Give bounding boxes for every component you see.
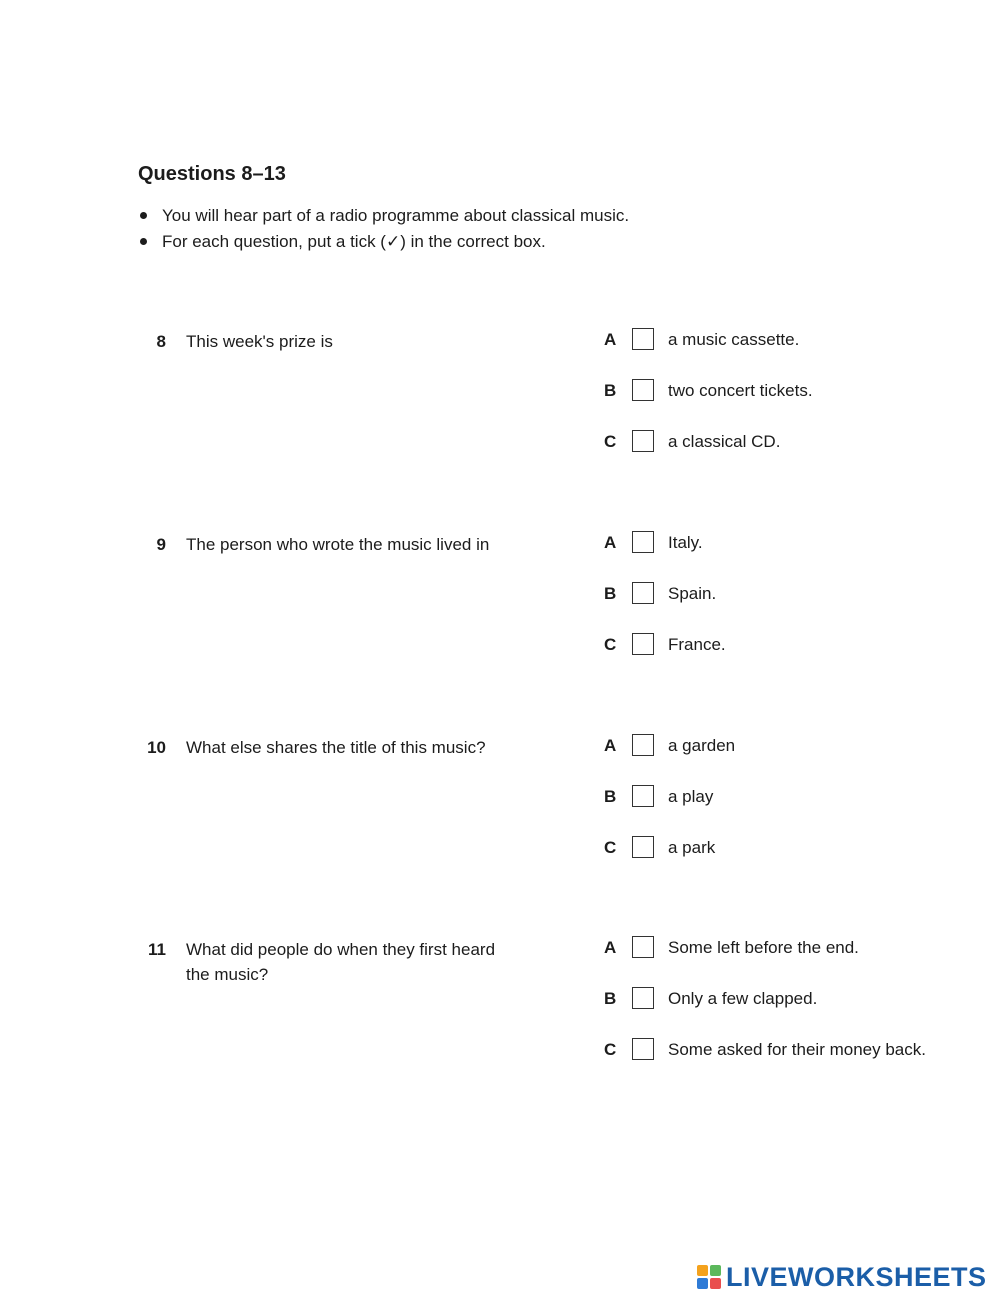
option-letter: A [604, 938, 617, 957]
tick-box[interactable] [632, 987, 654, 1009]
question-text: The person who wrote the music lived in [186, 535, 490, 554]
question-number: 10 [147, 738, 166, 757]
tick-box[interactable] [632, 836, 654, 858]
brand-name: LIVEWORKSHEETS [726, 1261, 987, 1292]
option-letter: B [604, 381, 617, 400]
option-letter: C [604, 635, 617, 654]
option-letter: B [604, 787, 617, 806]
option-text: Some left before the end. [668, 938, 859, 957]
bullet-icon [140, 238, 147, 245]
question-number: 8 [156, 332, 166, 351]
liveworksheets-logo [697, 1262, 987, 1292]
tick-box[interactable] [632, 734, 654, 756]
instruction-item: For each question, put a tick (✓) in the correct box. [138, 229, 629, 255]
option-letter: C [604, 1040, 617, 1059]
option-text: France. [668, 635, 726, 654]
instructions-list [138, 203, 629, 255]
option-text: Only a few clapped. [668, 989, 818, 1008]
bullet-icon [140, 212, 147, 219]
question-number: 9 [156, 535, 166, 554]
option-text: a classical CD. [668, 432, 781, 451]
tick-box[interactable] [632, 582, 654, 604]
tick-box[interactable] [632, 531, 654, 553]
option-text: Spain. [668, 584, 717, 603]
option-text: a garden [668, 736, 736, 755]
liveworksheets-icon [697, 1265, 721, 1289]
option-text: Some asked for their money back. [668, 1040, 926, 1059]
question-text: What did people do when they first heard the music? [186, 940, 496, 984]
question-text: What else shares the title of this music? [186, 738, 486, 757]
option-text: a music cassette. [668, 330, 800, 349]
option-letter: C [604, 432, 617, 451]
tick-box[interactable] [632, 1038, 654, 1060]
option-letter: A [604, 330, 617, 349]
option-letter: B [604, 989, 617, 1008]
question-number: 11 [148, 940, 166, 959]
option-text: a play [668, 787, 714, 806]
option-text: Italy. [668, 533, 703, 552]
tick-box[interactable] [632, 328, 654, 350]
question-text: This week's prize is [186, 332, 333, 351]
tick-box[interactable] [632, 379, 654, 401]
tick-box[interactable] [632, 785, 654, 807]
option-letter: C [604, 838, 617, 857]
tick-box[interactable] [632, 430, 654, 452]
option-text: a park [668, 838, 716, 857]
tick-box[interactable] [632, 633, 654, 655]
option-text: two concert tickets. [668, 381, 813, 400]
section-heading: Questions 8–13 [138, 163, 286, 185]
option-letter: B [604, 584, 617, 603]
tick-box[interactable] [632, 936, 654, 958]
instruction-item: You will hear part of a radio programme about classical music. [138, 203, 629, 229]
option-letter: A [604, 533, 617, 552]
option-letter: A [604, 736, 617, 755]
